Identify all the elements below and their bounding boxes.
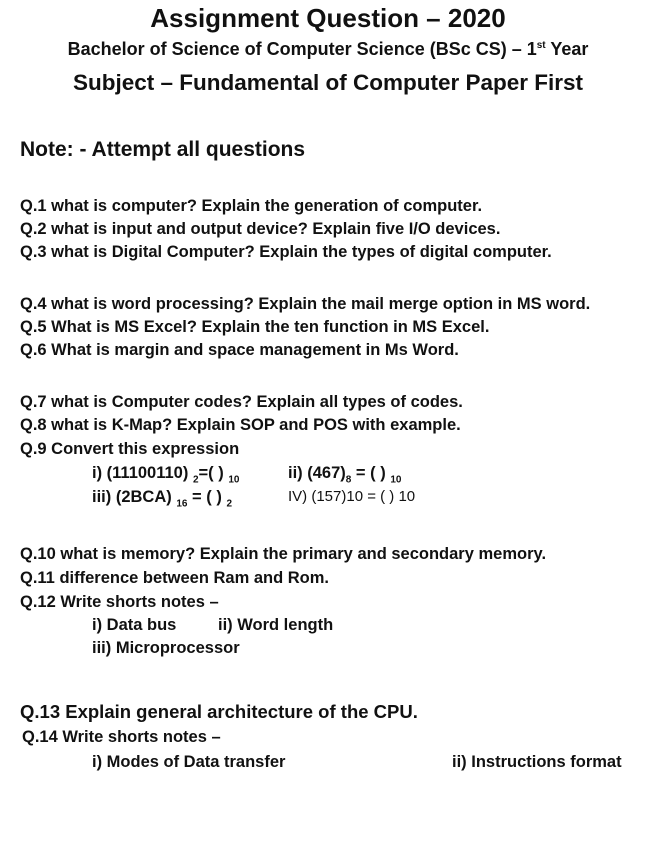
q9-ii-text: ii) (467) bbox=[288, 464, 346, 482]
question-2: Q.2 what is input and output device? Explain five I/O devices. bbox=[20, 220, 501, 238]
question-12-iii: iii) Microprocessor bbox=[92, 639, 240, 657]
subject-line: Subject – Fundamental of Computer Paper First bbox=[72, 70, 584, 95]
question-12-ii: ii) Word length bbox=[218, 616, 334, 634]
question-9: Q.9 Convert this expression bbox=[20, 440, 240, 458]
question-14: Q.14 Write shorts notes – bbox=[22, 728, 221, 746]
question-8: Q.8 what is K-Map? Explain SOP and POS with example. bbox=[20, 416, 461, 434]
q9-iii-sub2: 2 bbox=[226, 498, 233, 510]
question-7: Q.7 what is Computer codes? Explain all types of codes. bbox=[20, 393, 463, 411]
question-11: Q.11 difference between Ram and Rom. bbox=[20, 569, 330, 587]
question-12-i: i) Data bus bbox=[92, 616, 177, 634]
question-12: Q.12 Write shorts notes – bbox=[20, 593, 219, 611]
q9-i-text: i) (11100110) bbox=[92, 464, 189, 482]
q9-i-sub: 2 bbox=[192, 474, 199, 486]
question-13: Q.13 Explain general architecture of the CPU. bbox=[20, 701, 418, 722]
question-5: Q.5 What is MS Excel? Explain the ten function in MS Excel. bbox=[20, 318, 490, 336]
q9-iii-text: iii) (2BCA) bbox=[92, 488, 172, 506]
question-6: Q.6 What is margin and space management in Ms Word. bbox=[20, 341, 459, 359]
q9-ii-mid: = ( ) bbox=[351, 464, 386, 482]
question-4: Q.4 what is word processing? Explain the mail merge option in MS word. bbox=[20, 295, 591, 313]
q9-i-mid: =( ) bbox=[198, 464, 224, 482]
course-line bbox=[0, 39, 656, 60]
question-14-ii: ii) Instructions format bbox=[452, 753, 622, 771]
q9-ii-sub: 8 bbox=[345, 474, 352, 486]
course-sup: st bbox=[536, 40, 546, 51]
question-9-iii bbox=[92, 488, 232, 509]
question-10: Q.10 what is memory? Explain the primary and secondary memory. bbox=[20, 545, 547, 563]
q9-iii-sub: 16 bbox=[176, 498, 188, 510]
note: Note: - Attempt all questions bbox=[20, 138, 306, 161]
course-suffix: Year bbox=[545, 39, 589, 59]
question-3: Q.3 what is Digital Computer? Explain the types of digital computer. bbox=[20, 243, 552, 261]
course-text: Bachelor of Science of Computer Science (BSc CS) – 1 bbox=[67, 39, 537, 59]
question-9-ii bbox=[288, 464, 401, 485]
q9-iii-mid: = ( ) bbox=[187, 488, 222, 506]
question-14-i: i) Modes of Data transfer bbox=[92, 753, 286, 771]
q9-ii-sub2: 10 bbox=[390, 474, 402, 486]
document-title: Assignment Question – 2020 bbox=[150, 3, 506, 33]
question-9-iv: IV) (157)10 = ( ) 10 bbox=[288, 488, 416, 505]
question-9-i bbox=[92, 464, 239, 485]
q9-i-sub2: 10 bbox=[228, 474, 240, 486]
question-1: Q.1 what is computer? Explain the generation of computer. bbox=[20, 197, 483, 215]
